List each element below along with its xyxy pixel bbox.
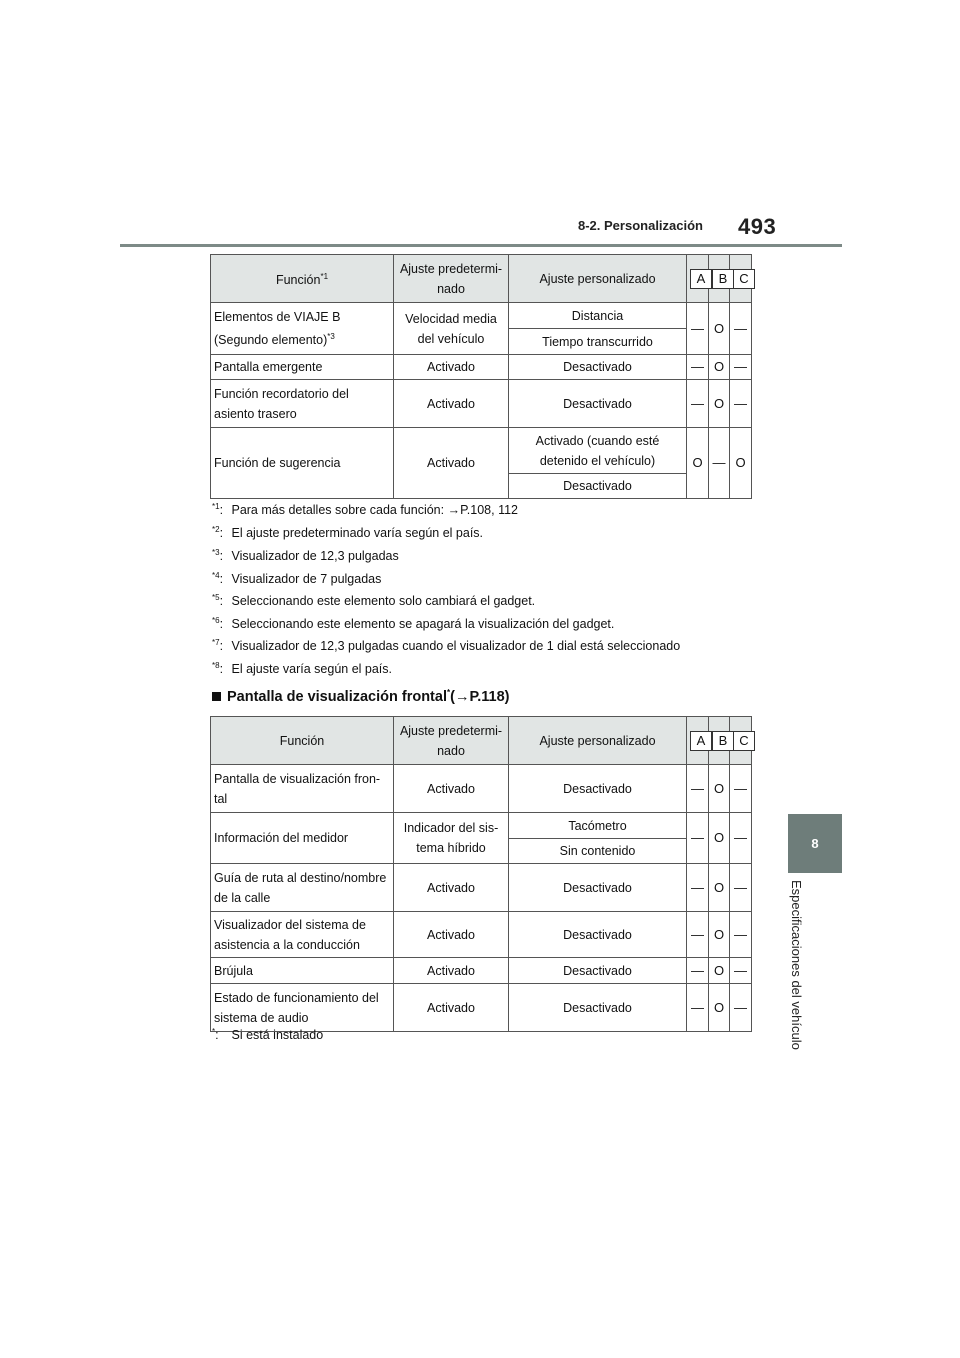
cell-custom: Tacómetro <box>509 813 687 839</box>
cell-a: — <box>687 355 709 380</box>
cell-b: O <box>709 813 730 864</box>
cell-default: Activado <box>394 984 509 1032</box>
header-default: Ajuste predetermi- nado <box>394 255 509 303</box>
cell-c: — <box>730 984 752 1032</box>
cell-function: Función recordatorio del asiento trasero <box>211 380 394 428</box>
header-col-a: A <box>687 255 709 303</box>
footnote: $^{*8}$: El ajuste varía según el país. <box>212 661 392 677</box>
cell-a: — <box>687 813 709 864</box>
header-default: Ajuste predetermi- nado <box>394 717 509 765</box>
section-heading: 8-2. Personalización <box>578 218 703 233</box>
cell-function: Estado de funcionamiento del sistema de audio <box>211 984 394 1032</box>
table-header-row <box>211 255 752 303</box>
cell-default: Activado <box>394 428 509 499</box>
cell-custom: Distancia <box>509 303 687 329</box>
cell-a: O <box>687 428 709 499</box>
table-row <box>211 380 752 428</box>
cell-default: Activado <box>394 912 509 958</box>
cell-default: Activado <box>394 380 509 428</box>
cell-b: O <box>709 303 730 355</box>
custom-settings-table-1 <box>210 254 752 499</box>
cell-custom: Desactivado <box>509 355 687 380</box>
header-custom: Ajuste personalizado <box>509 255 687 303</box>
table-row <box>211 428 752 474</box>
header-col-b: B <box>709 255 730 303</box>
cell-custom: Activado (cuando esté detenido el vehículo) <box>509 428 687 474</box>
cell-b: O <box>709 355 730 380</box>
cell-c: — <box>730 355 752 380</box>
page-number: 493 <box>738 214 777 239</box>
header-custom: Ajuste personalizado <box>509 717 687 765</box>
cell-a: — <box>687 380 709 428</box>
cell-a: — <box>687 765 709 813</box>
cell-b: O <box>709 912 730 958</box>
cell-custom: Sin contenido <box>509 839 687 864</box>
table-row <box>211 355 752 380</box>
header-col-b: B <box>709 717 730 765</box>
cell-b: O <box>709 864 730 912</box>
cell-function: Elementos de VIAJE B (Segundo elemento)$^{*3}$ <box>211 303 394 355</box>
cell-default: Velocidad media del vehículo <box>394 303 509 355</box>
footnote: $^{*6}$: Seleccionando este elemento se apagará la visualización del gadget. <box>212 616 615 632</box>
table-header-row <box>211 717 752 765</box>
custom-settings-table-2 <box>210 716 752 1032</box>
cell-custom: Desactivado <box>509 912 687 958</box>
cell-c: O <box>730 428 752 499</box>
footnote: $^{*3}$: Visualizador de 12,3 pulgadas <box>212 548 399 564</box>
chapter-tab: 8 <box>788 814 842 873</box>
cell-a: — <box>687 864 709 912</box>
cell-function: Visualizador del sistema de asistencia a la conducción <box>211 912 394 958</box>
cell-b: — <box>709 428 730 499</box>
table-row <box>211 864 752 912</box>
header-function: Función$^{*1}$ <box>211 255 394 303</box>
cell-custom: Desactivado <box>509 765 687 813</box>
cell-function: Función de sugerencia <box>211 428 394 499</box>
cell-custom: Desactivado <box>509 984 687 1032</box>
cell-c: — <box>730 813 752 864</box>
cell-c: — <box>730 303 752 355</box>
cell-default: Activado <box>394 864 509 912</box>
section-title: Pantalla de visualización frontal*(→P.118) <box>212 688 510 705</box>
cell-function: Pantalla emergente <box>211 355 394 380</box>
cell-b: O <box>709 765 730 813</box>
cell-c: — <box>730 864 752 912</box>
cell-function: Pantalla de visualización fron- tal <box>211 765 394 813</box>
cell-custom: Desactivado <box>509 380 687 428</box>
cell-default: Activado <box>394 958 509 984</box>
cell-b: O <box>709 380 730 428</box>
cell-b: O <box>709 958 730 984</box>
table-row <box>211 813 752 839</box>
table-row <box>211 984 752 1032</box>
footnote: $^{*1}$: Para más detalles sobre cada función: →P.108, 112 <box>212 502 519 518</box>
cell-c: — <box>730 912 752 958</box>
header-col-c: C <box>730 255 752 303</box>
cell-b: O <box>709 984 730 1032</box>
footnote: $^{*2}$: El ajuste predeterminado varía según el país. <box>212 525 484 541</box>
header-col-a: A <box>687 717 709 765</box>
footnote-installed: *: Si está instalado <box>212 1027 324 1043</box>
cell-function: Información del medidor <box>211 813 394 864</box>
cell-custom: Tiempo transcurrido <box>509 329 687 355</box>
cell-c: — <box>730 765 752 813</box>
cell-custom: Desactivado <box>509 958 687 984</box>
cell-c: — <box>730 958 752 984</box>
footnote: $^{*7}$: Visualizador de 12,3 pulgadas cuando el visualizador de 1 dial está seleccionado <box>212 638 681 654</box>
cell-c: — <box>730 380 752 428</box>
header-function: Función <box>211 717 394 765</box>
header-col-c: C <box>730 717 752 765</box>
cell-a: — <box>687 912 709 958</box>
table-row <box>211 303 752 329</box>
cell-function: Guía de ruta al destino/nombre de la calle <box>211 864 394 912</box>
cell-a: — <box>687 303 709 355</box>
cell-default: Activado <box>394 355 509 380</box>
cell-default: Indicador del sis- tema híbrido <box>394 813 509 864</box>
chapter-side-label <box>786 880 806 1070</box>
cell-a: — <box>687 958 709 984</box>
cell-function: Brújula <box>211 958 394 984</box>
table-row <box>211 765 752 813</box>
footnote: $^{*4}$: Visualizador de 7 pulgadas <box>212 571 382 587</box>
header-rule <box>120 244 842 247</box>
chapter-side-label-text: Especificaciones del vehículo <box>789 880 804 1050</box>
square-bullet-icon <box>212 692 221 701</box>
cell-a: — <box>687 984 709 1032</box>
table-row <box>211 958 752 984</box>
cell-default: Activado <box>394 765 509 813</box>
table-row <box>211 912 752 958</box>
footnote: $^{*5}$: Seleccionando este elemento solo cambiará el gadget. <box>212 593 536 609</box>
cell-custom: Desactivado <box>509 474 687 499</box>
cell-custom: Desactivado <box>509 864 687 912</box>
